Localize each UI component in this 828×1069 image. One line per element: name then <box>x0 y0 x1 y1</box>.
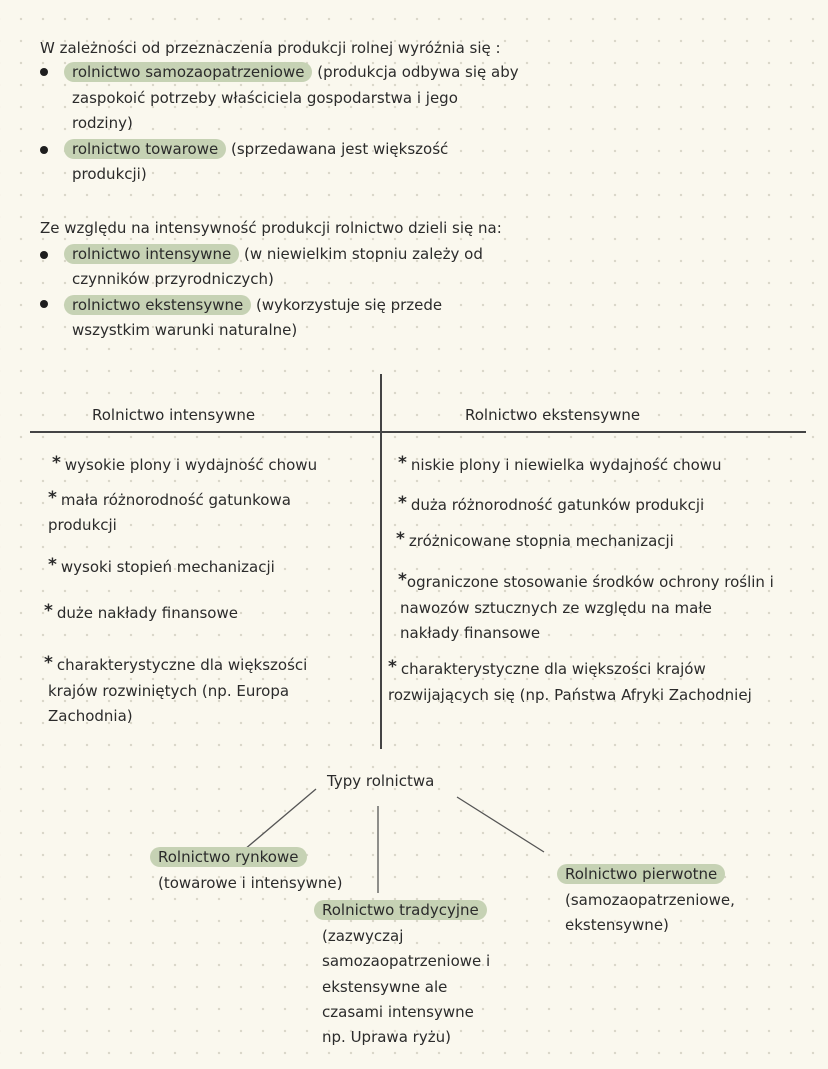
left-list-item-cont: produkcji <box>48 516 117 534</box>
left-list-item: * charakterystyczne dla większości <box>44 653 308 674</box>
right-list-item: * charakterystyczne dla większości krajów <box>388 657 706 678</box>
traditional-type-desc: (zazwyczaj <box>322 927 404 945</box>
highlight-term: rolnictwo samozaopatrzeniowe <box>64 62 312 82</box>
description-line: zaspokoić potrzeby właściciela gospodarstwa i jego <box>72 89 458 107</box>
asterisk-icon: * <box>398 570 407 590</box>
primitive-type <box>565 862 725 887</box>
traditional-type-desc: np. Uprawa ryżu) <box>322 1028 451 1046</box>
right-list-item-cont: nawozów sztucznych ze względu na małe <box>400 599 712 617</box>
left-list-item: * wysoki stopień mechanizacji <box>48 555 275 576</box>
highlight-term: rolnictwo ekstensywne <box>64 295 251 315</box>
left-list-item-cont: krajów rozwiniętych (np. Europa <box>48 682 290 700</box>
description-line: rodziny) <box>72 114 133 132</box>
asterisk-icon: * <box>48 488 57 508</box>
traditional-type-desc: samozaopatrzeniowe i <box>322 952 491 970</box>
description-line: wszystkim warunki naturalne) <box>72 321 298 339</box>
section1-intro: W zależności od przeznaczenia produkcji rolnej wyróżnia się : <box>40 39 501 57</box>
section2-intro: Ze względu na intensywność produkcji rolnictwo dzieli się na: <box>40 219 502 237</box>
traditional-type <box>322 898 487 923</box>
right-list-item-cont: rozwijających się (np. Państwa Afryki Zachodniej <box>388 686 752 704</box>
left-list-item-cont: Zachodnia) <box>48 707 133 725</box>
term-description: (wykorzystuje się przede <box>256 296 443 314</box>
connector-line-primitive <box>457 797 544 852</box>
right-list-item-cont: nakłady finansowe <box>400 624 541 642</box>
types-title: Typy rolnictwa <box>327 772 435 790</box>
highlight-term: Rolnictwo pierwotne <box>557 864 725 884</box>
right-column-header: Rolnictwo ekstensywne <box>465 406 641 424</box>
term-description: (produkcja odbywa się aby <box>317 63 519 81</box>
primitive-type-desc: ekstensywne) <box>565 916 669 934</box>
asterisk-icon: * <box>398 493 407 513</box>
left-list-item: * duże nakłady finansowe <box>44 601 238 622</box>
market-type-desc: (towarowe i intensywne) <box>158 874 343 892</box>
right-list-item: * duża różnorodność gatunków produkcji <box>398 493 705 514</box>
description-line: produkcji) <box>72 165 147 183</box>
term-description: (w niewielkim stopniu zależy od <box>243 245 483 263</box>
highlight-term: Rolnictwo rynkowe <box>150 847 307 867</box>
asterisk-icon: * <box>388 657 397 677</box>
traditional-type-desc: ekstensywne ale <box>322 978 448 996</box>
asterisk-icon: * <box>44 601 53 621</box>
left-list-item: * mała różnorodność gatunkowa <box>48 488 291 509</box>
asterisk-icon: * <box>398 453 407 473</box>
primitive-type-desc: (samozaopatrzeniowe, <box>565 891 735 909</box>
left-list-item: * wysokie plony i wydajność chowu <box>52 453 318 474</box>
highlight-term: Rolnictwo tradycyjne <box>314 900 487 920</box>
asterisk-icon: * <box>44 653 53 673</box>
term-description: (sprzedawana jest większość <box>231 140 449 158</box>
asterisk-icon: * <box>396 529 405 549</box>
asterisk-icon: * <box>52 453 61 473</box>
left-column-header: Rolnictwo intensywne <box>92 406 256 424</box>
description-line: czynników przyrodniczych) <box>72 270 274 288</box>
right-list-item: * zróżnicowane stopnia mechanizacji <box>396 529 674 550</box>
market-type <box>158 845 307 870</box>
highlight-term: rolnictwo intensywne <box>64 244 239 264</box>
right-list-item: * niskie plony i niewielka wydajność chowu <box>398 453 722 474</box>
traditional-type-desc: czasami intensywne <box>322 1003 474 1021</box>
asterisk-icon: * <box>48 555 57 575</box>
right-list-item: *ograniczone stosowanie środków ochrony roślin i <box>398 570 774 591</box>
highlight-term: rolnictwo towarowe <box>64 139 226 159</box>
